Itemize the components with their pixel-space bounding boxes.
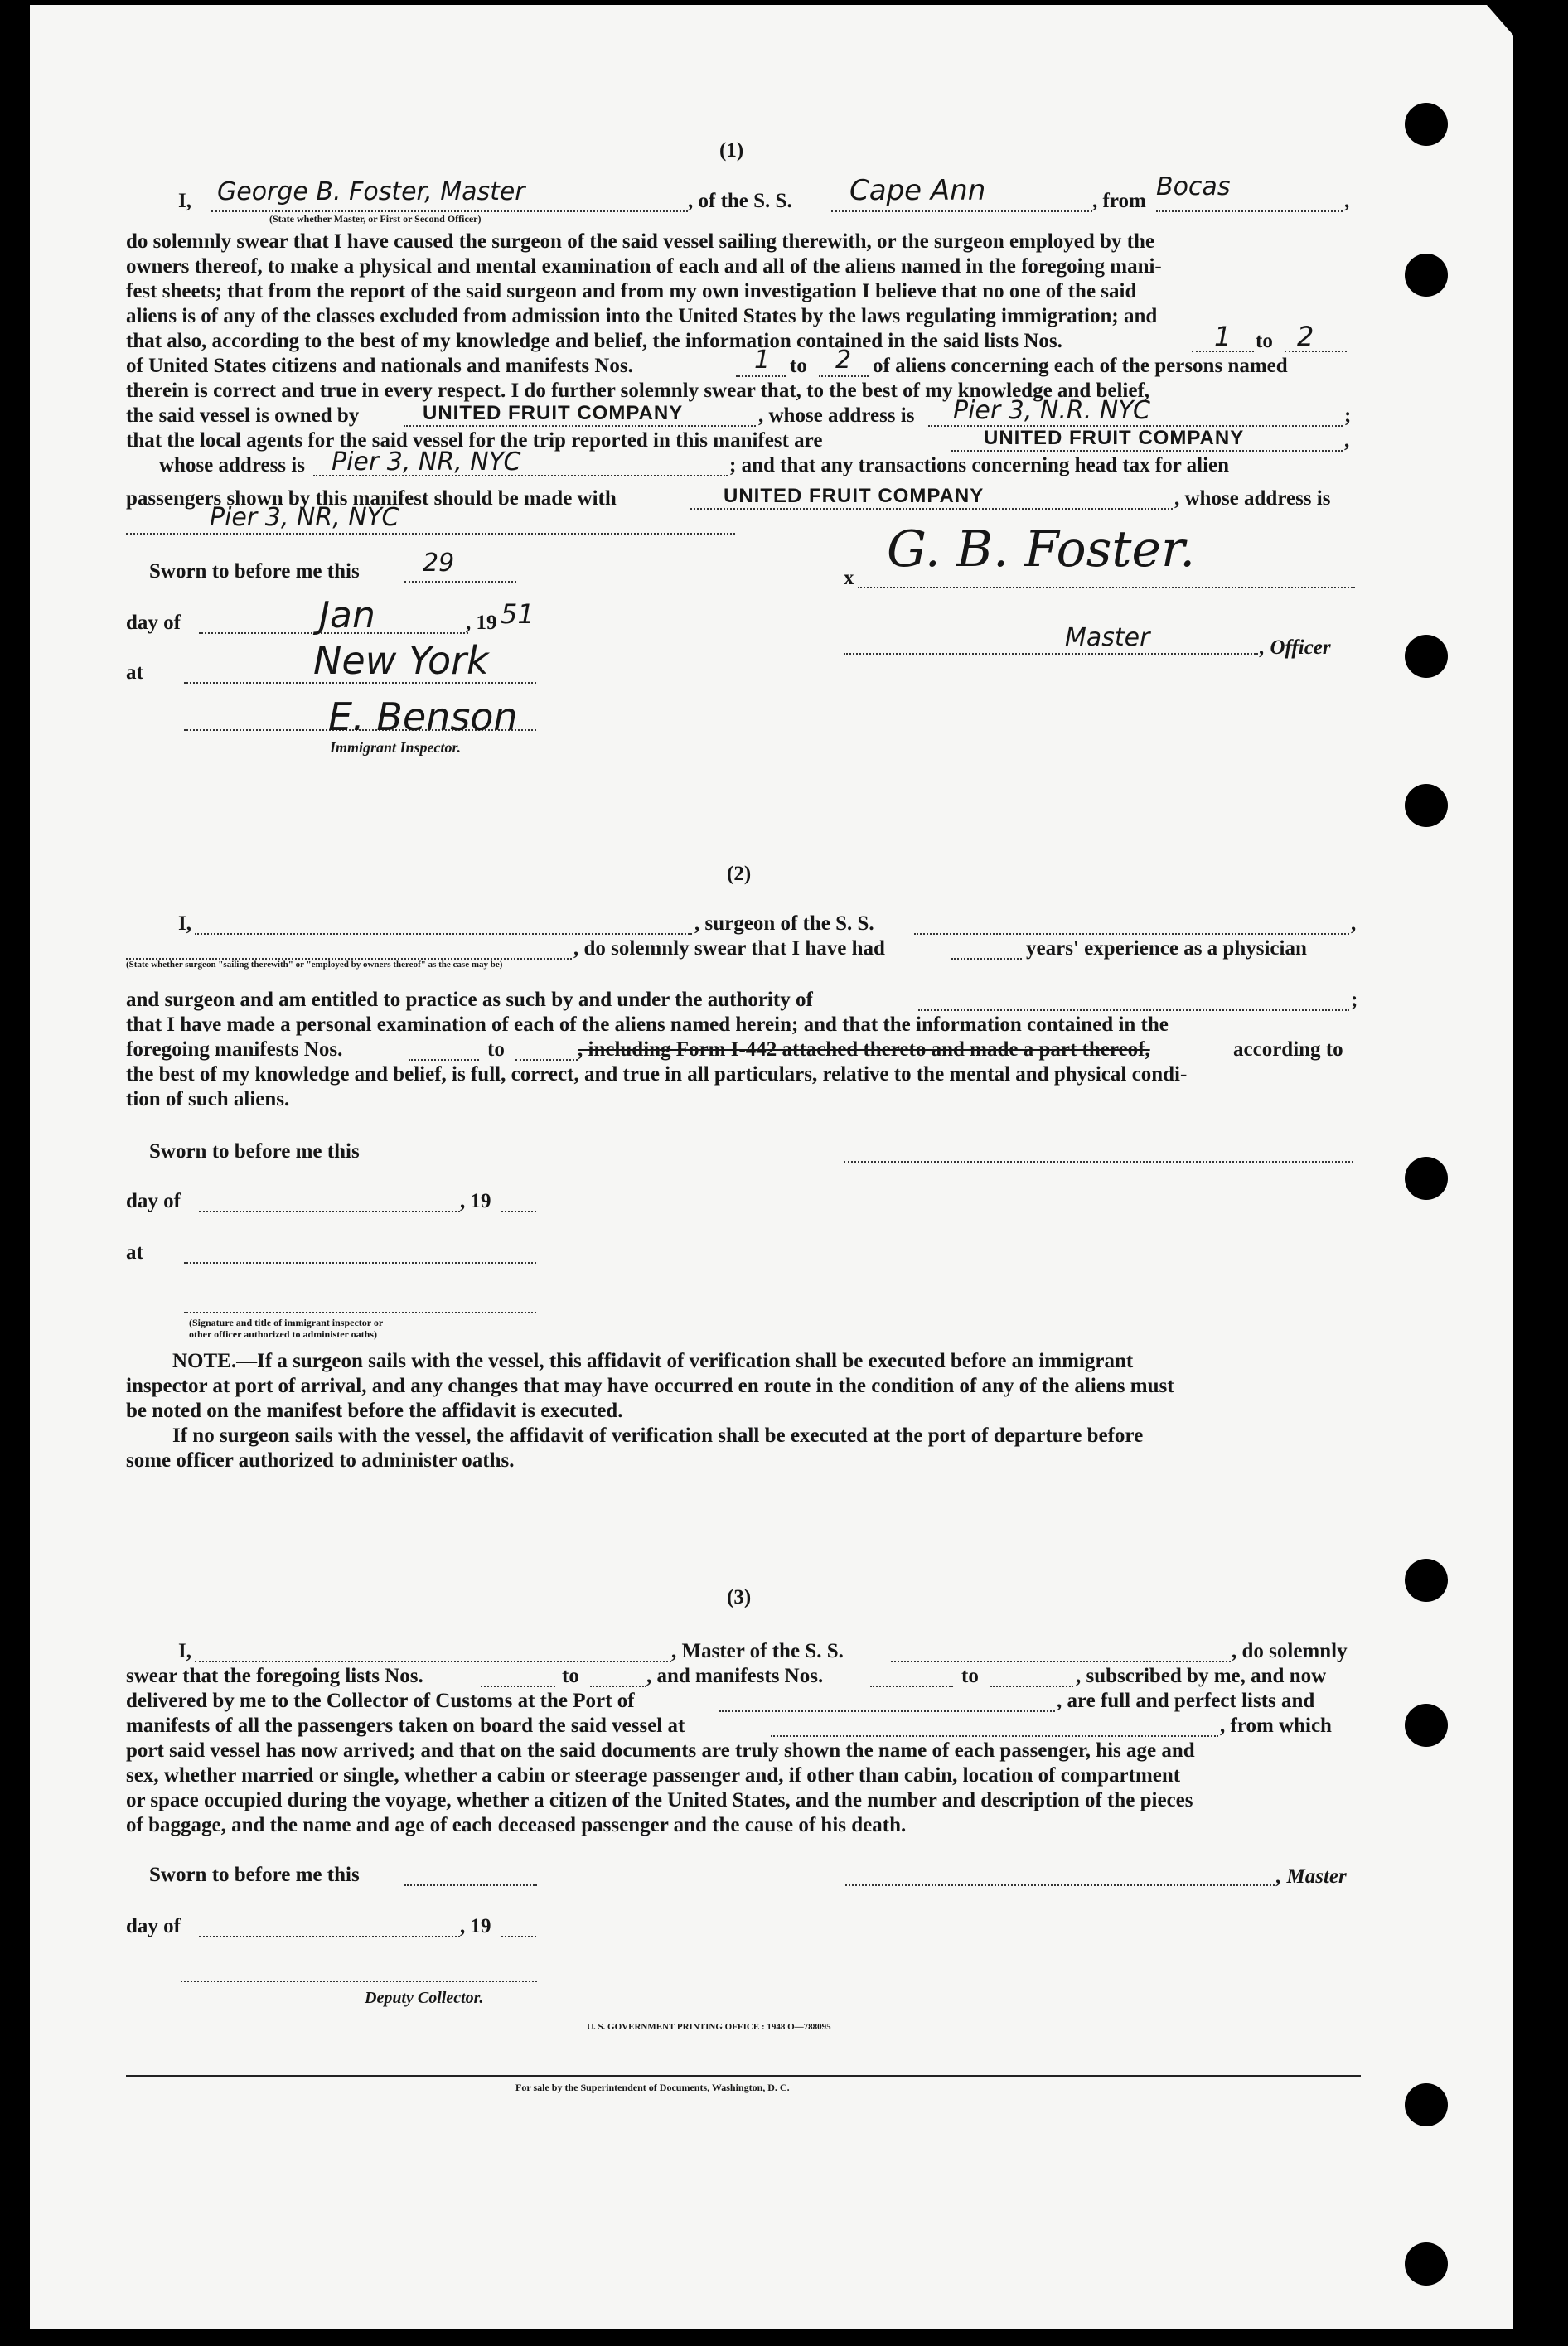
at-label: at (126, 661, 143, 684)
lists-to: 2 (1297, 321, 1314, 352)
knowledge-text: the best of my knowledge and belief, is full, correct, and true in all particulars, relative to the mental and physical condi- (126, 1063, 1188, 1086)
sig-note: other officer authorized to administer oaths) (189, 1328, 377, 1340)
years-line (951, 958, 1022, 960)
day-of-label: day of (126, 1190, 181, 1212)
manifests-text: foregoing manifests Nos. (126, 1038, 343, 1061)
page-corner (1487, 5, 1545, 71)
year-line (501, 1211, 536, 1212)
tax-company-line (690, 508, 1173, 510)
at-label: at (126, 1241, 143, 1264)
semicolon: ; (1351, 989, 1358, 1011)
note-text: NOTE.—If a surgeon sails with the vessel, this affidavit of verification shall be executed before an immigrant (172, 1350, 1134, 1372)
inspector-signature: E. Benson (328, 694, 518, 739)
day-line (199, 1936, 460, 1937)
footer-rule (126, 2075, 1361, 2077)
surgeon-manifest-to-line (515, 1059, 578, 1061)
condition-text: tion of such aliens. (126, 1088, 290, 1110)
oath-text-line: that also, according to the best of my knowledge and belief, the information contained in the said lists Nos. (126, 330, 1062, 352)
year-prefix: , 19 (466, 612, 497, 634)
ship-name: Cape Ann (849, 174, 986, 207)
sworn-day-line (404, 1884, 537, 1886)
punch-hole (1405, 103, 1448, 146)
to-word: to (562, 1665, 579, 1687)
to-word: to (790, 355, 807, 377)
gpo-imprint: U. S. GOVERNMENT PRINTING OFFICE : 1948 O—788095 (587, 2022, 831, 2032)
authority-line (918, 1009, 1349, 1011)
manifests-text: , and manifests Nos. (646, 1665, 824, 1687)
departure-port: Bocas (1156, 172, 1231, 201)
oath-text-line: fest sheets; that from the report of the said surgeon and from my own investigation I believe that no one of the said (126, 280, 1137, 302)
agent-address: Pier 3, NR, NYC (332, 447, 521, 476)
punch-hole (1405, 784, 1448, 827)
address-label: whose address is (159, 454, 305, 476)
manifest-from: 1 (754, 346, 771, 375)
manifests-to-line (990, 1686, 1073, 1687)
master-name-line (195, 1661, 671, 1662)
oath-text-line: owners thereof, to make a physical and mental examination of each and all of the aliens named in the foregoing mani- (126, 255, 1162, 278)
surgeon-ship-line (914, 933, 1349, 935)
comma: , (1344, 190, 1350, 212)
punch-hole (1405, 2242, 1448, 2286)
oath-i: I, (178, 912, 191, 935)
form-i442-text: , including Form I-442 attached thereto and made a part thereof, (578, 1038, 1150, 1061)
year-prefix: , 19 (460, 1915, 491, 1937)
sworn-day-line (404, 581, 516, 583)
oath-text-line: or space occupied during the voyage, whether a citizen of the United States, and the number and description of the pieces (126, 1789, 1193, 1811)
swear-text: , do solemnly swear that I have had (573, 937, 885, 960)
lists-from: 1 (1214, 321, 1232, 352)
exam-text: that I have made a personal examination of each of the aliens named herein; and that the information contained in the (126, 1013, 1169, 1036)
whose-address-text: , whose address is (1174, 487, 1331, 510)
of-ss-label: , of the S. S. (688, 190, 792, 212)
punch-hole (1405, 1559, 1448, 1602)
deputy-title: Deputy Collector. (365, 1989, 484, 2007)
owned-addr-text: , whose address is (758, 404, 915, 427)
head-tax-text: ; and that any transactions concerning head tax for alien (729, 454, 1230, 476)
agents-text: that the local agents for the said vessel for the trip reported in this manifest are (126, 429, 823, 452)
note-text: inspector at port of arrival, and any changes that may have occurred en route in the condition of any of the aliens must (126, 1375, 1174, 1397)
surgeon-name-line (195, 933, 692, 935)
port-line (1156, 210, 1343, 212)
master-rank: Master (1065, 623, 1150, 652)
lists-to-line (590, 1686, 646, 1687)
from-label: , from (1092, 190, 1146, 212)
note-text: If no surgeon sails with the vessel, the affidavit of verification shall be executed at the port of departure before (172, 1425, 1144, 1447)
note-text: some officer authorized to administer oaths. (126, 1449, 515, 1472)
sale-notice: For sale by the Superintendent of Documents, Washington, D. C. (515, 2082, 790, 2093)
owner-stamp: UNITED FRUIT COMPANY (423, 402, 684, 424)
citizens-text-end: of aliens concerning each of the persons named (873, 355, 1288, 377)
subscribed-text: , subscribed by me, and now (1076, 1665, 1327, 1687)
surgeon-type-note: (State whether surgeon "sailing therewith" or "employed by owners thereof" as the case may be) (126, 960, 503, 970)
vessel-port-line (771, 1735, 1218, 1737)
place-line (184, 1262, 536, 1264)
note-text: be noted on the manifest before the affidavit is executed. (126, 1400, 623, 1422)
name-line (211, 210, 688, 212)
year-prefix: , 19 (460, 1190, 491, 1212)
punch-hole (1405, 1157, 1448, 1200)
sworn-label: Sworn to before me this (149, 1864, 360, 1886)
ship-line (891, 1661, 1231, 1662)
section-number: (1) (719, 139, 744, 162)
according-text: according to (1233, 1038, 1343, 1061)
inspector-title: Immigrant Inspector. (330, 739, 462, 756)
tax-address: Pier 3, NR, NYC (210, 503, 399, 532)
sig-note: (Signature and title of immigrant inspector or (189, 1317, 384, 1328)
punch-hole (1405, 1704, 1448, 1747)
correct-text: therein is correct and true in every respect. I do further solemnly swear that, to the best of my knowledge and belief, (126, 380, 1150, 402)
rank-line (844, 653, 1258, 655)
to-word: to (1256, 330, 1273, 352)
surgeon-manifest-from-line (409, 1059, 479, 1061)
tax-company-stamp: UNITED FRUIT COMPANY (724, 485, 985, 507)
lists-from-line (481, 1686, 555, 1687)
oath-i: I, (178, 190, 191, 212)
master-signature: G. B. Foster. (887, 520, 1196, 578)
sworn-place: New York (313, 638, 489, 683)
day-of-label: day of (126, 612, 181, 634)
oath-text-line: port said vessel has now arrived; and that on the said documents are truly shown the name of each passenger, his age and (126, 1739, 1195, 1762)
sworn-label: Sworn to before me this (149, 560, 360, 583)
lists-to-line (1285, 351, 1347, 352)
master-label: , Master (1276, 1865, 1347, 1888)
manifest-to-line (819, 375, 869, 377)
master-of-text: , Master of the S. S. (671, 1640, 844, 1662)
oath-text-line: do solemnly swear that I have caused the surgeon of the said vessel sailing therewith, or the surgeon employed by the (126, 230, 1154, 253)
deputy-sig-line (181, 1981, 537, 1982)
master-sig-line (845, 1884, 1275, 1886)
to-word: to (487, 1038, 505, 1061)
day-line (199, 1211, 460, 1212)
surgeon-sig-line (844, 1161, 1353, 1163)
manifests-from-line (870, 1686, 953, 1687)
master-name: George B. Foster, Master (217, 177, 525, 206)
manifest-to: 2 (835, 346, 852, 375)
master-sig-line (858, 587, 1355, 588)
oath-i: I, (178, 1640, 191, 1662)
owner-line (404, 425, 756, 427)
solemnly-text: , do solemnly (1232, 1640, 1348, 1662)
experience-text: years' experience as a physician (1026, 937, 1307, 960)
year: 51 (501, 598, 535, 630)
owned-text: the said vessel is owned by (126, 404, 360, 427)
authority-text: and surgeon and am entitled to practice as such by and under the authority of (126, 989, 813, 1011)
citizens-text: of United States citizens and nationals and manifests Nos. (126, 355, 633, 377)
day-of-label: day of (126, 1915, 181, 1937)
punch-hole (1405, 254, 1448, 297)
oath-text-line: sex, whether married or single, whether a cabin or steerage passenger and, if other than cabin, location of compartment (126, 1764, 1181, 1787)
section-number: (2) (727, 863, 752, 885)
officer-label: , Officer (1260, 636, 1331, 659)
section-number: (3) (727, 1586, 752, 1608)
punch-hole (1405, 2083, 1448, 2126)
comma: , (1351, 912, 1357, 935)
full-perfect-text: , are full and perfect lists and (1057, 1690, 1315, 1712)
rank-note: (State whether Master, or First or Second Officer) (269, 213, 482, 225)
owner-address: Pier 3, N.R. NYC (953, 396, 1150, 425)
year-line (501, 1936, 536, 1937)
sworn-day: 29 (423, 549, 455, 578)
port-line (719, 1710, 1055, 1712)
month: Jan (319, 594, 375, 636)
manifests-all-text: manifests of all the passengers taken on board the said vessel at (126, 1715, 685, 1737)
oath-text-line: of baggage, and the name and age of each deceased passenger and the cause of his death. (126, 1814, 907, 1836)
to-word: to (961, 1665, 979, 1687)
passengers-text: passengers shown by this manifest should be made with (126, 487, 617, 510)
from-which-text: , from which (1220, 1715, 1332, 1737)
semicolon: ; (1344, 404, 1352, 427)
manifest-from-line (736, 375, 786, 377)
ship-line (831, 210, 1092, 212)
surgeon-of-text: , surgeon of the S. S. (694, 912, 874, 935)
comma: , (1344, 429, 1350, 452)
agent-stamp: UNITED FRUIT COMPANY (984, 427, 1245, 449)
punch-hole (1405, 635, 1448, 678)
agent-line (951, 450, 1343, 452)
lists-text: swear that the foregoing lists Nos. (126, 1665, 423, 1687)
oath-text-line: aliens is of any of the classes excluded from admission into the United States by the laws regulating immigration; and (126, 305, 1158, 327)
tax-addr-line (126, 533, 735, 535)
collector-text: delivered by me to the Collector of Customs at the Port of (126, 1690, 635, 1712)
x-mark: x (844, 567, 854, 589)
sworn-label: Sworn to before me this (149, 1140, 360, 1163)
officer-sig-line (184, 1312, 536, 1313)
